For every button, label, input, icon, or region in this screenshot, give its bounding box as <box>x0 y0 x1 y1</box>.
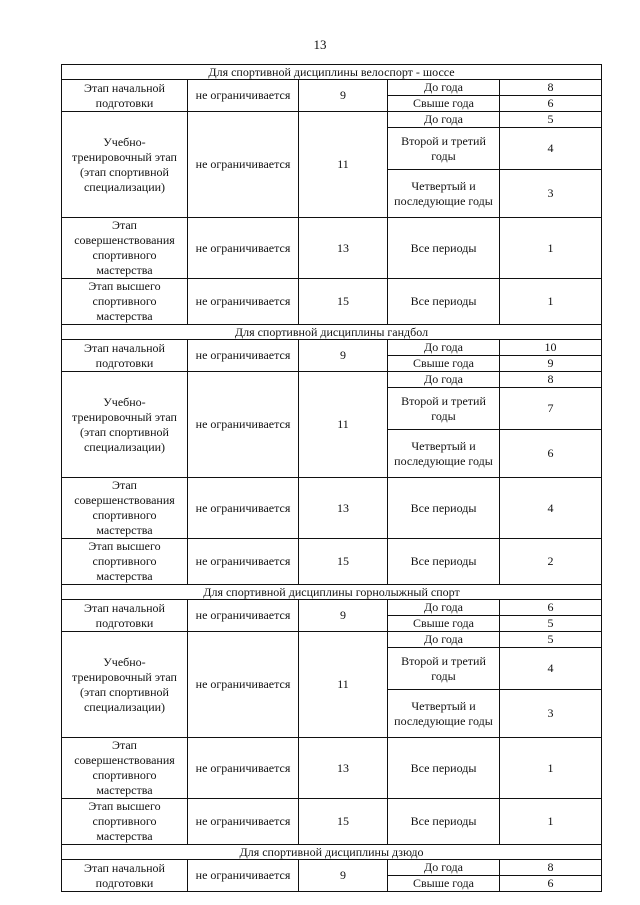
table-row <box>62 799 602 845</box>
training-period: До года <box>388 860 500 876</box>
training-period: До года <box>388 340 500 356</box>
section-title: Для спортивной дисциплины гандбол <box>62 325 602 340</box>
stage-min-age: 9 <box>299 600 388 632</box>
group-count: 4 <box>500 478 602 539</box>
training-period: Все периоды <box>388 279 500 325</box>
table-body <box>62 65 602 892</box>
stage-duration: не ограничивается <box>188 632 299 738</box>
stage-name: Этап начальной подготовки <box>62 600 188 632</box>
stage-name: Этап высшего спортивного мастерства <box>62 279 188 325</box>
table-row <box>62 372 602 388</box>
group-count: 9 <box>500 356 602 372</box>
stage-name: Этап начальной подготовки <box>62 80 188 112</box>
group-count: 8 <box>500 860 602 876</box>
stage-name: Учебно-тренировочный этап (этап спортивной специализации) <box>62 112 188 218</box>
stage-min-age: 13 <box>299 738 388 799</box>
table-row <box>62 632 602 648</box>
stage-duration: не ограничивается <box>188 600 299 632</box>
stage-duration: не ограничивается <box>188 218 299 279</box>
group-count: 10 <box>500 340 602 356</box>
training-period: Все периоды <box>388 799 500 845</box>
group-count: 3 <box>500 690 602 738</box>
training-period: Свыше года <box>388 616 500 632</box>
group-count: 3 <box>500 170 602 218</box>
training-period: Свыше года <box>388 96 500 112</box>
section-title: Для спортивной дисциплины дзюдо <box>62 845 602 860</box>
stage-duration: не ограничивается <box>188 738 299 799</box>
table-row <box>62 218 602 279</box>
stage-duration: не ограничивается <box>188 80 299 112</box>
group-count: 5 <box>500 632 602 648</box>
stage-duration: не ограничивается <box>188 860 299 892</box>
training-period: Второй и третий годы <box>388 128 500 170</box>
stage-name: Этап высшего спортивного мастерства <box>62 799 188 845</box>
stage-min-age: 11 <box>299 372 388 478</box>
stage-name: Этап совершенствования спортивного мастерства <box>62 738 188 799</box>
training-period: Все периоды <box>388 539 500 585</box>
group-count: 6 <box>500 430 602 478</box>
section-title: Для спортивной дисциплины велоспорт - шоссе <box>62 65 602 80</box>
group-count: 6 <box>500 600 602 616</box>
table-row <box>62 539 602 585</box>
stage-duration: не ограничивается <box>188 279 299 325</box>
group-count: 6 <box>500 876 602 892</box>
training-period: Все периоды <box>388 478 500 539</box>
stage-min-age: 15 <box>299 799 388 845</box>
section-header-row <box>62 325 602 340</box>
table-row <box>62 478 602 539</box>
stage-name: Учебно-тренировочный этап (этап спортивной специализации) <box>62 632 188 738</box>
stage-duration: не ограничивается <box>188 539 299 585</box>
training-period: Свыше года <box>388 356 500 372</box>
section-header-row <box>62 65 602 80</box>
table-row <box>62 600 602 616</box>
training-period: Второй и третий годы <box>388 388 500 430</box>
group-count: 4 <box>500 128 602 170</box>
group-count: 5 <box>500 112 602 128</box>
group-count: 8 <box>500 372 602 388</box>
stage-duration: не ограничивается <box>188 340 299 372</box>
stage-name: Этап начальной подготовки <box>62 860 188 892</box>
stage-min-age: 15 <box>299 539 388 585</box>
training-period: Все периоды <box>388 738 500 799</box>
stage-min-age: 13 <box>299 478 388 539</box>
training-period: Второй и третий годы <box>388 648 500 690</box>
stage-min-age: 9 <box>299 860 388 892</box>
group-count: 1 <box>500 279 602 325</box>
stage-duration: не ограничивается <box>188 478 299 539</box>
table-row <box>62 340 602 356</box>
training-period: Четвертый и последующие годы <box>388 690 500 738</box>
group-count: 7 <box>500 388 602 430</box>
group-count: 1 <box>500 738 602 799</box>
group-count: 1 <box>500 799 602 845</box>
stage-min-age: 11 <box>299 632 388 738</box>
page-number: 13 <box>313 37 327 52</box>
stage-min-age: 13 <box>299 218 388 279</box>
training-period: До года <box>388 632 500 648</box>
stage-name: Этап начальной подготовки <box>62 340 188 372</box>
training-period: До года <box>388 600 500 616</box>
training-stages-table <box>61 64 602 892</box>
stage-name: Учебно-тренировочный этап (этап спортивной специализации) <box>62 372 188 478</box>
stage-min-age: 9 <box>299 80 388 112</box>
table-row <box>62 738 602 799</box>
table-row <box>62 80 602 96</box>
group-count: 1 <box>500 218 602 279</box>
stage-name: Этап совершенствования спортивного мастерства <box>62 218 188 279</box>
stage-duration: не ограничивается <box>188 372 299 478</box>
stage-min-age: 9 <box>299 340 388 372</box>
training-period: До года <box>388 80 500 96</box>
group-count: 8 <box>500 80 602 96</box>
group-count: 2 <box>500 539 602 585</box>
training-period: Свыше года <box>388 876 500 892</box>
training-period: Все периоды <box>388 218 500 279</box>
training-period: До года <box>388 112 500 128</box>
table-row <box>62 279 602 325</box>
stage-duration: не ограничивается <box>188 112 299 218</box>
stage-duration: не ограничивается <box>188 799 299 845</box>
training-period: Четвертый и последующие годы <box>388 430 500 478</box>
training-period: До года <box>388 372 500 388</box>
section-title: Для спортивной дисциплины горнолыжный спорт <box>62 585 602 600</box>
stage-min-age: 11 <box>299 112 388 218</box>
group-count: 5 <box>500 616 602 632</box>
table-row <box>62 860 602 876</box>
stage-name: Этап высшего спортивного мастерства <box>62 539 188 585</box>
section-header-row <box>62 585 602 600</box>
training-period: Четвертый и последующие годы <box>388 170 500 218</box>
stage-name: Этап совершенствования спортивного мастерства <box>62 478 188 539</box>
stage-min-age: 15 <box>299 279 388 325</box>
group-count: 4 <box>500 648 602 690</box>
table-row <box>62 112 602 128</box>
group-count: 6 <box>500 96 602 112</box>
section-header-row <box>62 845 602 860</box>
